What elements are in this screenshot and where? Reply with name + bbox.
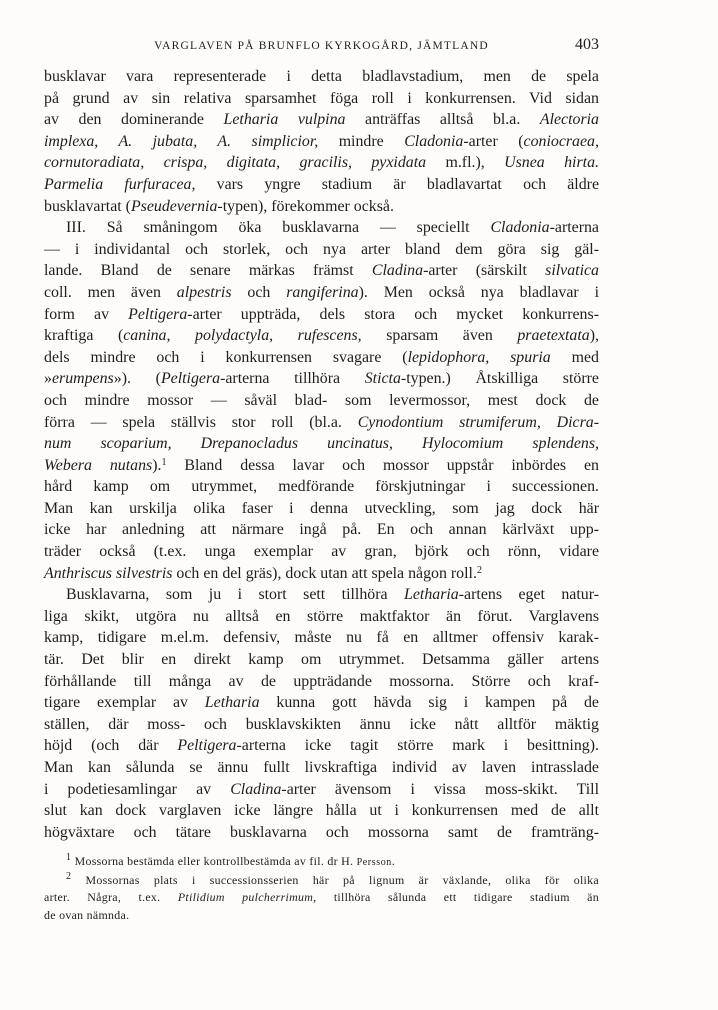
- text-run: anträffas alltså bl.a.: [345, 111, 540, 129]
- italic-text: praetextata: [517, 327, 590, 345]
- text-line: [44, 822, 599, 844]
- text-line: [44, 196, 599, 218]
- footnote-mark: 2: [66, 870, 72, 882]
- italic-text: Sticta: [364, 370, 401, 388]
- text-run: lande. Bland de senare märkas främst: [44, 262, 372, 280]
- italic-text: cornutoradiata, crispa, digitata, gracilis, pyxidata: [44, 154, 427, 172]
- text-run: Man kan urskilja olika faser i denna utveckling, som jag dock här: [44, 499, 599, 517]
- text-run: -arter (särskilt: [423, 262, 546, 280]
- text-run: -arterna icke tagit större mark i besittning).: [236, 737, 599, 755]
- text-run: icke har anledning att närmare ingå på. En och annan kärlväxt upp-: [44, 521, 599, 539]
- footnote-mark: 2: [476, 564, 482, 576]
- italic-text: alpestris: [176, 283, 232, 301]
- text-line: [44, 239, 599, 261]
- text-run: -arter uppträda, dels stora och mycket konkurrens-: [187, 305, 599, 323]
- text-run: .: [391, 854, 396, 868]
- italic-text: Pseudevernia: [130, 197, 218, 215]
- text-run: -typen.) Åtskilliga större: [400, 370, 599, 388]
- text-line: [44, 347, 599, 369]
- italic-text: Peltigera: [128, 305, 188, 323]
- italic-text: Cladina: [371, 262, 424, 280]
- italic-text: implexa, A. jubata, A. simplicior,: [44, 132, 319, 150]
- text-run: busklavartat (: [44, 197, 131, 215]
- italic-text: Cladonia: [404, 132, 464, 150]
- text-run: högväxtare och tätare busklavarna och mossorna samt de framträng-: [44, 823, 599, 841]
- text-run: Persson: [356, 857, 392, 868]
- text-run: arter. Några, t.ex.: [44, 890, 178, 905]
- text-run: »: [44, 370, 52, 388]
- footnotes: [44, 853, 599, 924]
- text-run: träder också (t.ex. unga exemplar av gran, björk och rönn, vidare: [44, 543, 599, 561]
- italic-text: Cynodontium strumiferum, Dicra-: [357, 413, 599, 431]
- text-run: liga skikt, utgöra nu alltså en större maktfaktor än förut. Varglavens: [44, 607, 599, 625]
- text-run: -arterna tillhöra: [220, 370, 365, 388]
- text-line: [44, 66, 599, 88]
- text-run: ).: [152, 456, 162, 474]
- italic-text: rangiferina: [286, 283, 359, 301]
- text-run: och: [231, 283, 287, 301]
- text-line: [44, 304, 599, 326]
- text-run: busklavar vara representerade i detta bladlavstadium, men de spela: [44, 68, 599, 85]
- page-header: [44, 34, 599, 58]
- text-run: »). (: [113, 370, 161, 388]
- text-line: [44, 606, 599, 628]
- text-line: [44, 152, 599, 174]
- italic-text: Letharia: [404, 586, 459, 604]
- footnote-line: [44, 907, 599, 925]
- italic-text: num scoparium, Drepanocladus uncinatus, Hylocomium splendens,: [44, 435, 599, 453]
- text-run: tär. Det blir en direkt kamp om utrymmet. Detsamma gäller artens: [44, 651, 599, 669]
- text-run: Man kan sålunda se ännu fullt livskraftiga individ av laven intrasslade: [44, 759, 599, 776]
- text-line: [44, 800, 599, 822]
- footnote-mark: 1: [161, 456, 167, 468]
- text-run: III. Så småningom öka busklavarna — speciellt: [66, 219, 491, 237]
- text-run: ställen, där moss- och busklavskikten ännu icke nått alltför mäktig: [44, 715, 599, 733]
- text-line: [44, 757, 599, 779]
- text-line: [44, 131, 599, 153]
- text-line: [44, 563, 599, 585]
- text-line: [44, 109, 599, 131]
- text-line: [44, 541, 599, 563]
- text-line: [44, 260, 599, 282]
- text-run: form av: [44, 305, 129, 323]
- italic-text: Ptilidium pulcherrimum,: [177, 890, 317, 905]
- italic-text: Letharia vulpina: [223, 111, 346, 129]
- italic-text: erumpens: [51, 370, 114, 388]
- text-run: m.fl.),: [426, 154, 505, 172]
- text-run: förra — spela ställvis stor roll (bl.a.: [44, 413, 358, 431]
- text-run: ),: [589, 327, 599, 345]
- text-line: [44, 282, 599, 304]
- footnote-line: [44, 889, 599, 907]
- text-line: [44, 325, 599, 347]
- italic-text: lepidophora, spuria: [407, 348, 551, 366]
- text-run: Bland dessa lavar och mossor uppstår inbördes en: [166, 456, 599, 474]
- text-line: [44, 779, 599, 801]
- italic-text: Usnea hirta.: [504, 154, 599, 172]
- italic-text: coniocraea,: [523, 132, 599, 150]
- text-run: tigare exemplar av: [44, 694, 205, 712]
- running-head: VARGLAVEN PÅ BRUNFLO KYRKOGÅRD, JÄMTLAND: [154, 40, 489, 52]
- italic-text: silvatica: [545, 262, 599, 280]
- text-run: -artens eget natur-: [458, 586, 599, 604]
- text-run: -typen), förekommer också.: [217, 197, 394, 215]
- text-run: i podetiesamlingar av: [44, 780, 231, 798]
- text-run: Mossornas plats i successionsserien här på lignum är växlande, olika för olika: [71, 872, 599, 887]
- text-line: [44, 627, 599, 649]
- text-line: [44, 714, 599, 736]
- text-line: [44, 584, 599, 606]
- text-run: och mindre mossor — såväl blad- som levermossor, mest dock de: [44, 391, 599, 409]
- text-line: [44, 390, 599, 412]
- text-run: dels mindre och i konkurrensen svagare (: [44, 348, 408, 366]
- italic-text: Alectoria: [539, 111, 599, 129]
- italic-text: Webera nutans: [44, 456, 153, 474]
- text-run: -arter (: [463, 132, 524, 150]
- text-run: Busklavarna, som ju i stort sett tillhöra: [66, 586, 405, 604]
- text-run: coll. men även: [44, 283, 177, 301]
- text-line: [44, 671, 599, 693]
- text-line: [44, 476, 599, 498]
- text-line: [44, 88, 599, 110]
- text-run: med: [550, 348, 599, 366]
- text-run: hård kamp om utrymmet, medförande förskjutningar i successionen.: [44, 478, 599, 496]
- text-run: förhållande till många av de uppträdande mossorna. Större och kraf-: [44, 672, 599, 690]
- body-text: [44, 66, 599, 843]
- text-run: kamp, tidigare m.el.m. defensiv, måste nu få en alltmer offensiv karak-: [44, 629, 599, 647]
- text-run: mindre: [318, 132, 405, 150]
- italic-text: Peltigera: [177, 737, 237, 755]
- text-line: [44, 519, 599, 541]
- page-number: 403: [575, 36, 599, 53]
- text-line: [44, 217, 599, 239]
- text-line: [44, 692, 599, 714]
- text-run: slut kan dock varglaven icke längre hålla ut i konkurrensen med de allt: [44, 802, 599, 820]
- footnote-mark: 1: [66, 852, 72, 863]
- text-run: av den dominerande: [44, 111, 224, 129]
- text-line: [44, 735, 599, 757]
- italic-text: Parmelia furfuracea,: [44, 175, 196, 193]
- text-run: och en del gräs), dock utan att spela någon roll.: [172, 564, 477, 582]
- text-run: höjd (och där: [44, 737, 178, 755]
- text-run: Mossorna bestämda eller kontrollbestämda av fil. dr H.: [71, 854, 357, 868]
- text-run: -arter ävensom i vissa moss-skikt. Till: [281, 780, 599, 798]
- text-line: [44, 455, 599, 477]
- text-run: vars yngre stadium är bladlavartat och äldre: [195, 175, 599, 193]
- italic-text: Cladonia: [490, 219, 550, 237]
- italic-text: canina, polydactyla, rufescens,: [123, 327, 362, 345]
- footnote-line: [44, 853, 599, 872]
- text-run: kunna gott hävda sig i kampen på de: [259, 694, 599, 712]
- text-run: tillhöra sålunda ett tidigare stadium än: [316, 890, 599, 905]
- text-line: [44, 412, 599, 434]
- italic-text: Letharia: [204, 694, 260, 712]
- italic-text: Anthriscus silvestris: [44, 564, 173, 582]
- text-line: [44, 368, 599, 390]
- text-line: [44, 174, 599, 196]
- text-run: de ovan nämnda.: [44, 907, 130, 922]
- footnote-line: [44, 872, 599, 890]
- text-run: — i individantal och storlek, och nya arter bland dem göra sig gäl-: [44, 240, 599, 258]
- text-run: sparsam även: [361, 327, 518, 345]
- text-run: -arterna: [549, 219, 599, 237]
- text-line: [44, 498, 599, 520]
- italic-text: Cladina: [230, 780, 282, 798]
- text-run: ). Men också nya bladlavar i: [358, 283, 599, 301]
- text-run: kraftiga (: [44, 327, 124, 345]
- text-run: på grund av sin relativa sparsamhet föga roll i konkurrensen. Vid sidan: [44, 89, 599, 107]
- text-line: [44, 433, 599, 455]
- italic-text: Peltigera: [160, 370, 221, 388]
- text-line: [44, 649, 599, 671]
